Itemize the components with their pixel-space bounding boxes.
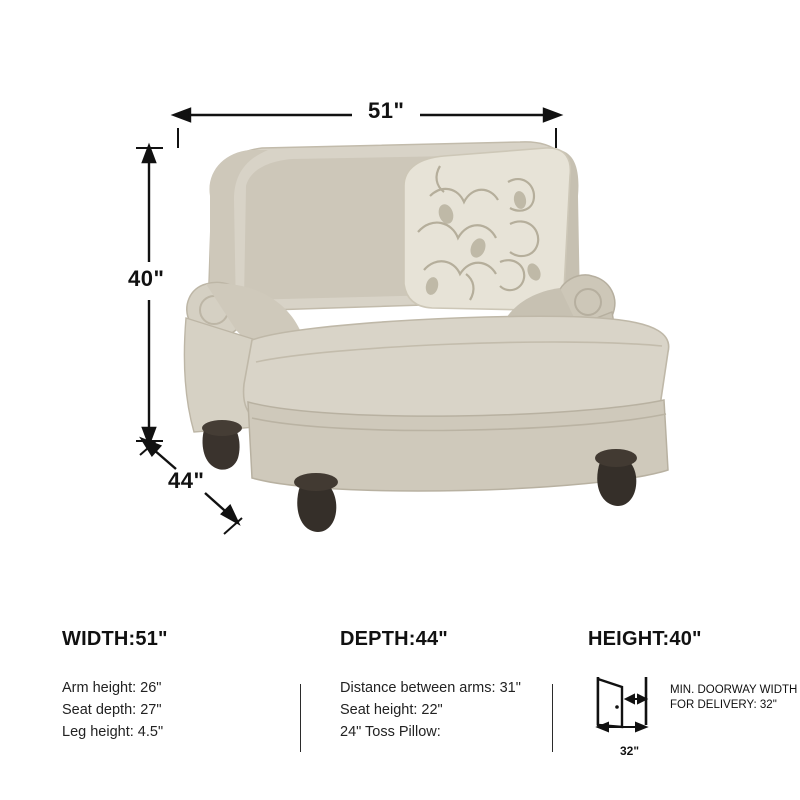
spec-list-depth	[340, 677, 552, 743]
spec-item-toss-pillow: 24" Toss Pillow:	[340, 724, 441, 740]
spec-column-width	[0, 612, 282, 800]
chair-graphic	[184, 142, 668, 532]
spec-column-height	[552, 612, 800, 800]
spec-item-seat-depth: Seat depth: 27"	[62, 702, 162, 718]
spec-title-depth: DEPTH:44"	[340, 628, 448, 650]
spec-item-leg-height: Leg height: 4.5"	[62, 724, 164, 740]
spec-title-height: HEIGHT:40"	[588, 628, 702, 650]
doorway-width-caption: 32"	[620, 744, 640, 758]
spec-item-arm-height: Arm height: 26"	[62, 680, 162, 696]
doorway-icon	[588, 673, 662, 735]
specifications-panel	[0, 612, 800, 800]
doorway-text-line1: MIN. DOORWAY WIDTH	[670, 684, 798, 696]
height-callout-label: 40"	[128, 266, 165, 291]
width-callout-label: 51"	[368, 98, 405, 123]
doorway-text	[670, 683, 797, 713]
toss-pillow	[404, 148, 570, 310]
spec-list-width	[62, 677, 282, 743]
doorway-requirement	[588, 673, 800, 735]
depth-callout-label: 44"	[168, 468, 205, 493]
spec-item-distance-between-arms: Distance between arms: 31"	[340, 680, 521, 696]
spec-item-seat-height: Seat height: 22"	[340, 702, 443, 718]
doorway-text-line2: FOR DELIVERY: 32"	[670, 699, 777, 711]
spec-title-width: WIDTH:51"	[62, 628, 168, 650]
spec-column-depth	[282, 612, 552, 800]
height-dimension-arrow	[136, 146, 163, 444]
